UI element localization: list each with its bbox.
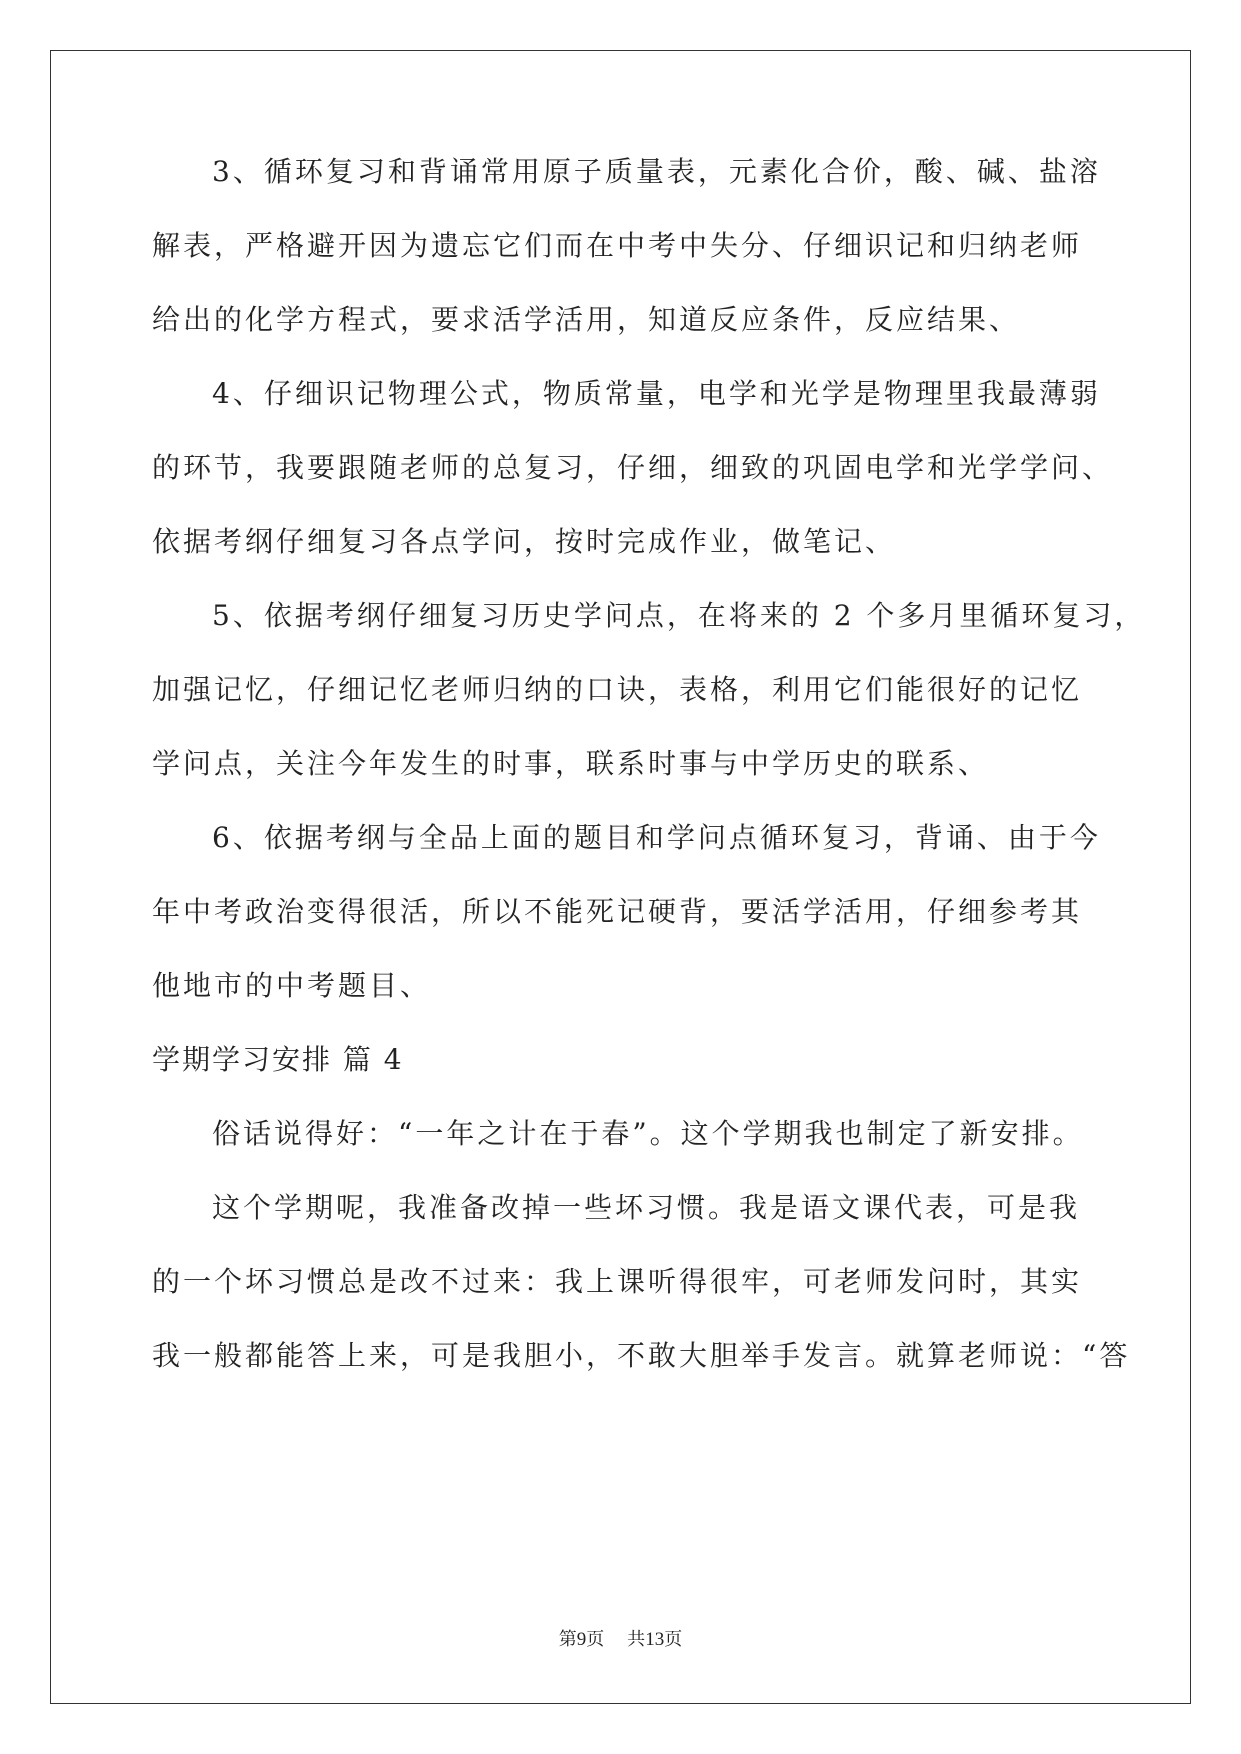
paragraph-line: 我一般都能答上来，可是我胆小，不敢大胆举手发言。就算老师说：“答 [152, 1339, 1131, 1372]
paragraph-line: 俗话说得好：“一年之计在于春”。这个学期我也制定了新安排。 [212, 1117, 1084, 1150]
footer-total-pages: 13 [645, 1629, 665, 1650]
paragraph-line: 加强记忆，仔细记忆老师归纳的口诀，表格，利用它们能很好的记忆 [152, 673, 1083, 706]
footer-prefix: 第 [558, 1629, 577, 1650]
paragraph-line: 他地市的中考题目、 [152, 969, 432, 1002]
paragraph-line: 6、依据考纲与全品上面的题目和学问点循环复习，背诵、由于今 [212, 821, 1101, 854]
paragraph-line: 学问点，关注今年发生的时事，联系时事与中学历史的联系、 [152, 747, 990, 780]
section-heading: 学期学习安排 篇 4 [152, 1043, 404, 1076]
paragraph-line: 3、循环复习和背诵常用原子质量表，元素化合价，酸、碱、盐溶 [212, 155, 1101, 188]
paragraph-line: 解表，严格避开因为遗忘它们而在中考中失分、仔细识记和归纳老师 [152, 229, 1083, 262]
paragraph-line: 的一个坏习惯总是改不过来：我上课听得很牢，可老师发问时，其实 [152, 1265, 1083, 1298]
footer-middle: 页 共 [586, 1629, 646, 1650]
page-border [50, 50, 1191, 1704]
page-footer [0, 1628, 1241, 1652]
paragraph-line: 依据考纲仔细复习各点学问，按时完成作业，做笔记、 [152, 525, 897, 558]
paragraph-line: 5、依据考纲仔细复习历史学问点，在将来的 2 个多月里循环复习， [212, 599, 1146, 632]
paragraph-line: 4、仔细识记物理公式，物质常量，电学和光学是物理里我最薄弱 [212, 377, 1101, 410]
paragraph-line: 给出的化学方程式，要求活学活用，知道反应条件，反应结果、 [152, 303, 1021, 336]
paragraph-line: 这个学期呢，我准备改掉一些坏习惯。我是语文课代表，可是我 [212, 1191, 1081, 1224]
footer-suffix: 页 [664, 1629, 683, 1650]
paragraph-line: 年中考政治变得很活，所以不能死记硬背，要活学活用，仔细参考其 [152, 895, 1083, 928]
footer-page-number: 9 [576, 1629, 587, 1650]
paragraph-line: 的环节，我要跟随老师的总复习，仔细，细致的巩固电学和光学学问、 [152, 451, 1114, 484]
